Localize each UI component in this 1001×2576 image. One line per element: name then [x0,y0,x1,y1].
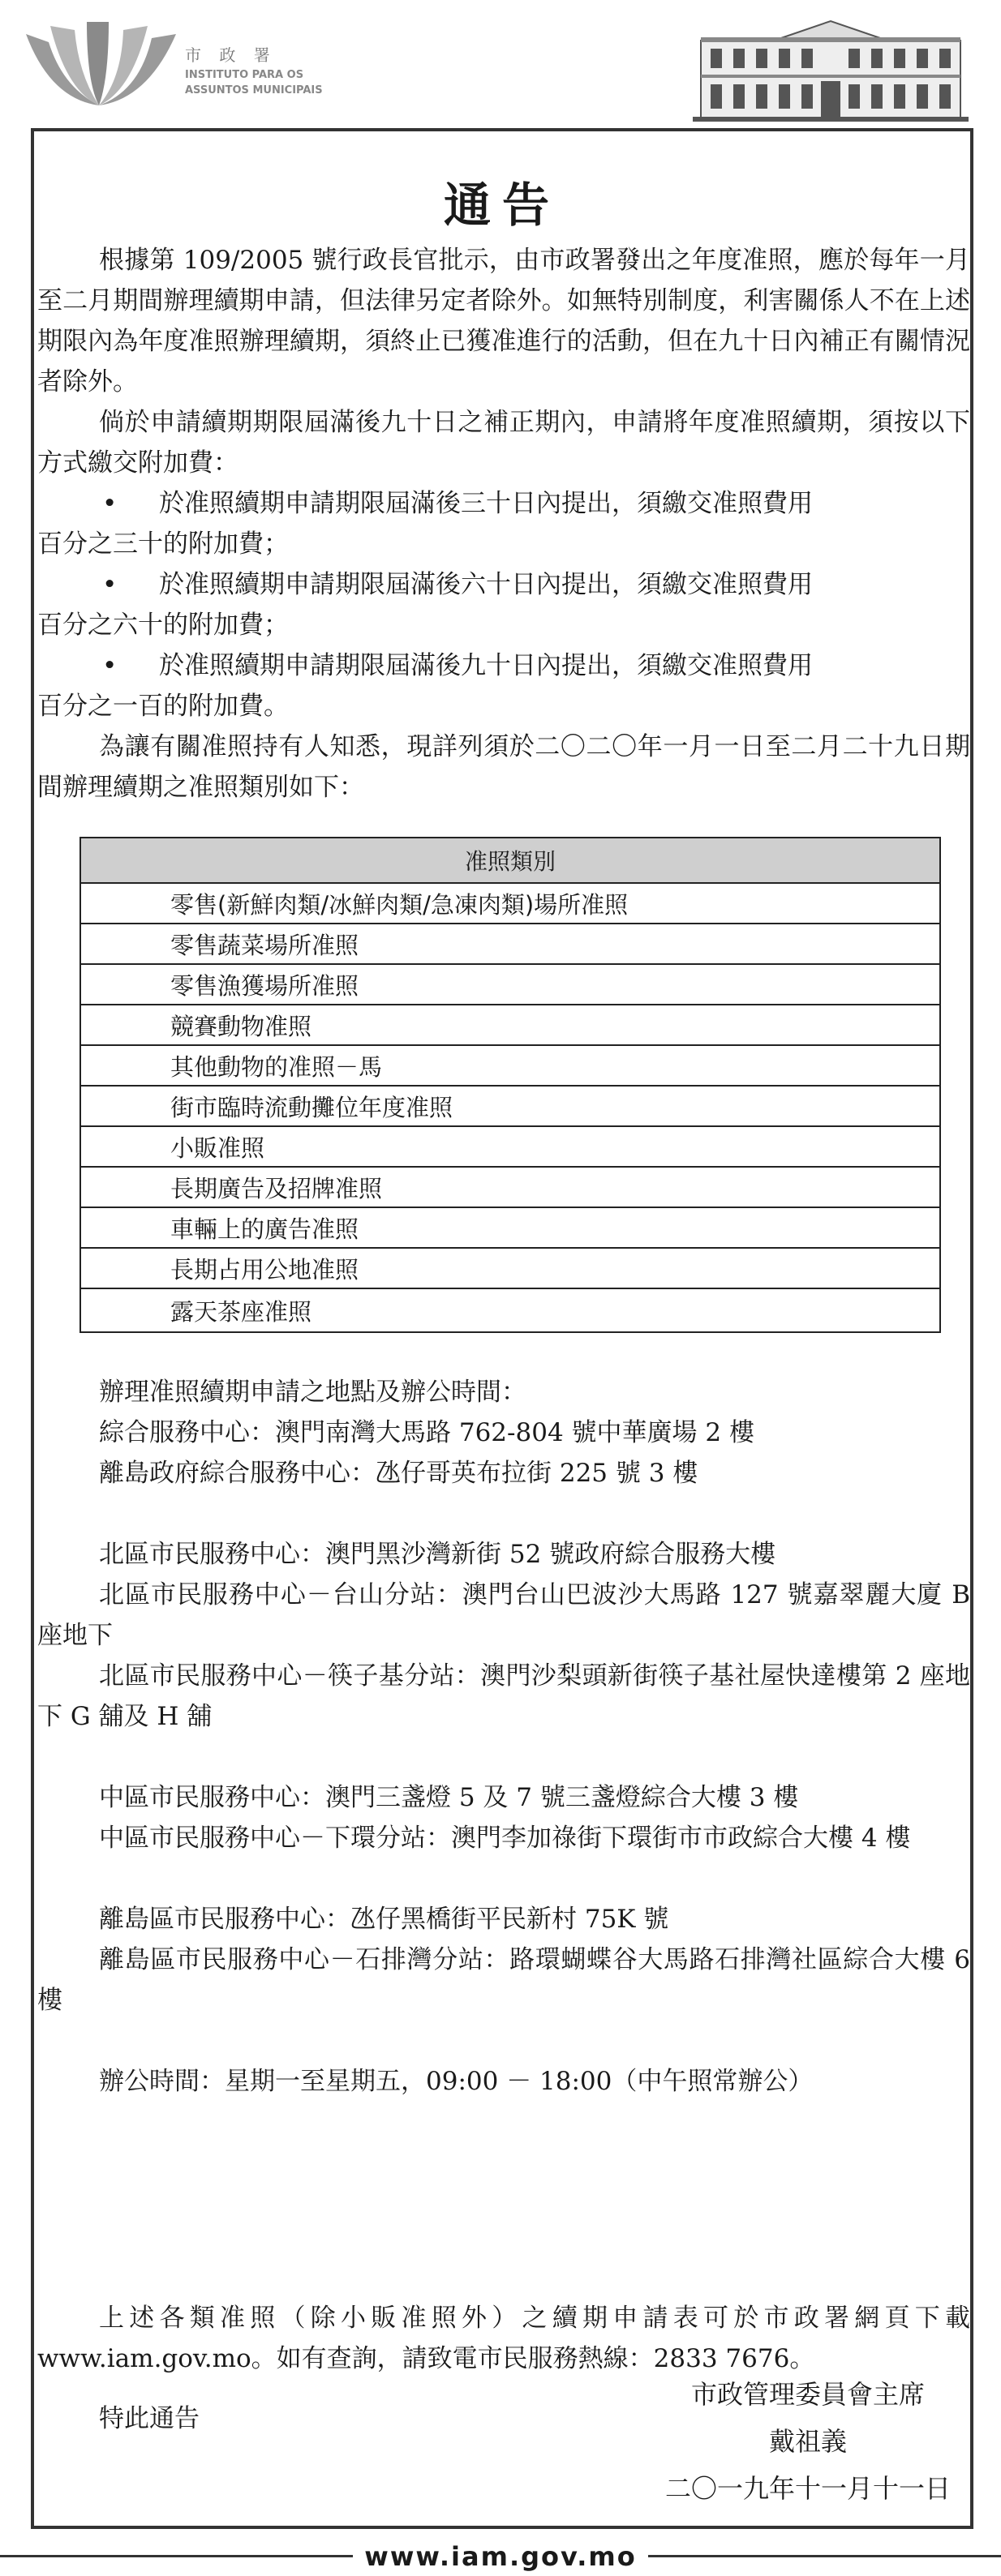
org-name [185,42,323,96]
signatory-name: 戴祖義 [768,2426,847,2457]
surcharge-bullet-1 [37,483,970,524]
location-item: 綜合服務中心：澳門南灣大馬路 762-804 號中華廣場 2 樓 [99,1418,754,1447]
location-item: 離島區市民服務中心－石排灣分站：路環蝴蝶谷大馬路石排灣社區綜合大樓 6 樓 [37,1945,970,2015]
org-name-cn: 市 政 署 [185,45,277,65]
table-row: 其他動物的准照－馬 [81,1046,939,1087]
location-item: 離島政府綜合服務中心：氹仔哥英布拉街 225 號 3 樓 [99,1459,698,1488]
paragraph-1: 根據第 109/2005 號行政長官批示，由市政署發出之年度准照，應於每年一月至二月期間辦理續期申請，但法律另定者除外。如無特別制度，利害關係人不在上述期限內為年度准照辦理續期，須終止已獲准進行的活動，但在九十日內補正有關情況者除外。 [37,246,970,396]
paragraph-3: 為讓有關准照持有人知悉，現詳列須於二〇二〇年一月一日至二月二十九日期間辦理續期之准照類別如下： [37,732,970,802]
table-row: 競賽動物准照 [81,1005,939,1046]
bullet-text: 於准照續期申請期限屆滿後三十日內提出，須繳交准照費用 [159,489,813,518]
bullet-mark: • [102,651,118,680]
paragraph-2: 倘於申請續期期限屆滿後九十日之補正期內，申請將年度准照續期，須按以下方式繳交附加費： [37,408,970,478]
notice-end: 特此通告 [99,2404,200,2433]
signature-block [638,2371,978,2512]
table-header: 准照類別 [81,838,939,884]
bullet-mark: • [102,570,118,599]
location-item: 北區市民服務中心－台山分站：澳門台山巴波沙大馬路 127 號嘉翠麗大廈 B 座地下 [37,1580,970,1650]
notice-body [37,240,970,808]
notice-title: 通告 [443,178,561,233]
page-footer [0,2538,1001,2576]
notice-date: 二〇一九年十一月十一日 [664,2473,951,2504]
bullet-text: 於准照續期申請期限屆滿後九十日內提出，須繳交准照費用 [159,651,813,680]
location-item: 離島區市民服務中心：氹仔黑橋街平民新村 75K 號 [99,1905,669,1934]
table-row: 零售漁獲場所准照 [81,965,939,1005]
bullet-text: 於准照續期申請期限屆滿後六十日內提出，須繳交准照費用 [159,570,813,599]
table-row: 長期廣告及招牌准照 [81,1168,939,1208]
location-item: 北區市民服務中心－筷子基分站：澳門沙梨頭新街筷子基社屋快達樓第 2 座地下 G 舖及 H 舖 [37,1661,970,1731]
bullet-2-continuation: 百分之六十的附加費； [37,611,289,640]
building-illustration-icon [693,18,969,122]
location-item: 中區市民服務中心－下環分站：澳門李加祿街下環街市市政綜合大樓 4 樓 [99,1824,911,1853]
surcharge-bullet-3 [37,645,970,686]
table-row: 露天茶座准照 [170,1297,312,1326]
locations-intro: 辦理准照續期申請之地點及辦公時間： [99,1378,526,1407]
footer-url-link[interactable]: www.iam.gov.mo [353,2541,647,2572]
org-name-pt-line2: ASSUNTOS MUNICIPAIS [185,84,323,96]
table-row: 長期占用公地准照 [81,1249,939,1289]
service-locations [37,1372,970,2102]
bullet-3-continuation: 百分之一百的附加費。 [37,692,289,721]
bullet-mark: • [102,489,118,518]
table-row: 零售蔬菜場所准照 [81,924,939,965]
iam-logo-icon [18,10,184,111]
location-item: 北區市民服務中心：澳門黑沙灣新街 52 號政府綜合服務大樓 [99,1540,776,1569]
table-row: 街市臨時流動攤位年度准照 [81,1087,939,1127]
location-item: 中區市民服務中心：澳門三盞燈 5 及 7 號三盞燈綜合大樓 3 樓 [99,1783,799,1812]
office-hours: 辦公時間：星期一至星期五，09:00 － 18:00（中午照常辦公） [99,2067,814,2096]
page-header [0,0,1001,130]
signatory-position: 市政管理委員會主席 [690,2379,925,2410]
table-row: 車輛上的廣告准照 [81,1208,939,1249]
download-info: 上述各類准照（除小販准照外）之續期申請表可於市政署網頁下載 www.iam.gov.mo。如有查詢，請致電市民服務熱線：2833 7676。 [37,2304,970,2373]
bullet-1-continuation: 百分之三十的附加費； [37,529,289,559]
table-row: 零售(新鮮肉類/冰鮮肉類/急凍肉類)場所准照 [81,884,939,924]
org-name-pt-line1: INSTITUTO PARA OS [185,69,304,81]
notice-box [31,128,973,2529]
table-row: 小販准照 [81,1127,939,1168]
surcharge-bullet-2 [37,564,970,605]
license-category-table [79,837,941,1333]
